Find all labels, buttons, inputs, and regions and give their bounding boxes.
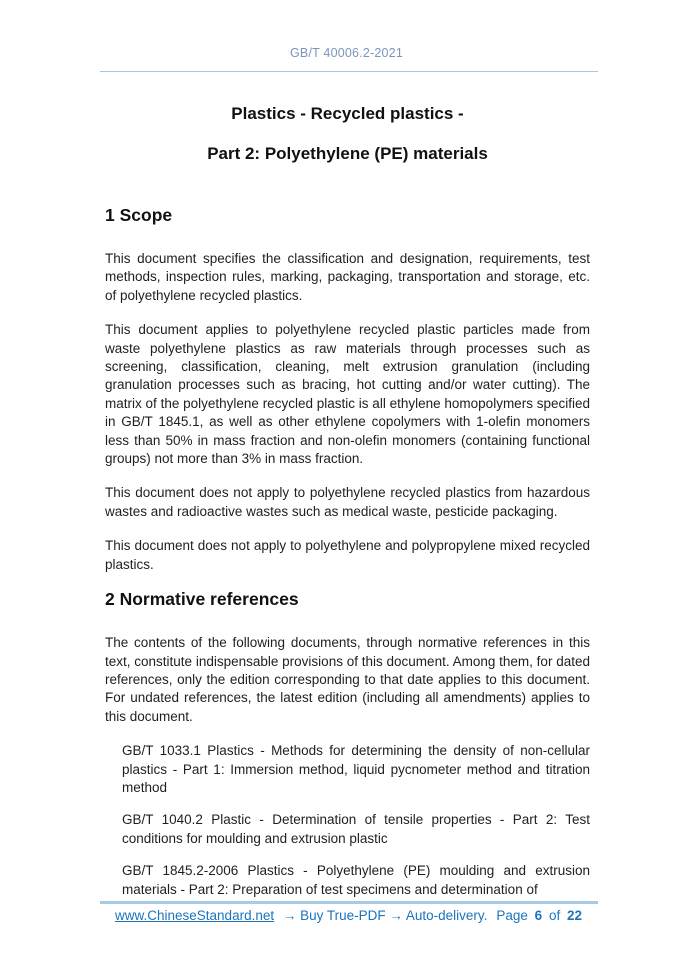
footer-left — [115, 908, 487, 923]
document-title — [105, 105, 590, 162]
document-number: GB/T 40006.2-2021 — [290, 46, 403, 60]
document-content — [105, 95, 590, 913]
page-current: 6 — [534, 908, 543, 923]
paragraph: This document does not apply to polyethylene and polypropylene mixed recycled plastics. — [105, 538, 590, 572]
section-normative-references — [105, 590, 590, 899]
reference-item: GB/T 1033.1 Plastics - Methods for determining the density of non-cellular plastics - Part 1: Immersion method, liquid pycnometer method and titration method — [122, 743, 590, 795]
paragraph: This document does not apply to polyethylene recycled plastics from hazardous wastes and radioactive wastes such as medical waste, pesticide packaging. — [105, 485, 590, 519]
page-total: 22 — [566, 908, 582, 923]
title-line-2: Part 2: Polyethylene (PE) materials — [207, 144, 488, 163]
page-footer — [100, 901, 598, 923]
of-label: of — [548, 908, 561, 923]
section-heading-scope: 1 Scope — [105, 205, 173, 225]
reference-item: GB/T 1845.2-2006 Plastics - Polyethylene (PE) moulding and extrusion materials - Part 2: Preparation of test specimens and determination of — [122, 863, 590, 897]
footer-tagline: → Buy True-PDF → Auto-delivery. — [282, 908, 488, 923]
page-indicator — [496, 908, 582, 923]
paragraph: This document specifies the classification and designation, requirements, test methods, inspection rules, marking, packaging, transportation and storage, etc. of polyethylene recycled plastics. — [105, 251, 590, 303]
section-heading-normative-references: 2 Normative references — [105, 589, 299, 610]
footer-row — [100, 904, 598, 923]
title-line-1: Plastics - Recycled plastics - — [231, 104, 464, 123]
paragraph: The contents of the following documents, through normative references in this text, constitute indispensable provisions of this document. Among them, for dated references, only the edition corresponding to that date applies to this document. For undated references, the latest edition (including all amendments) applies to this document. — [105, 635, 590, 724]
section-scope — [105, 206, 590, 574]
reference-item: GB/T 1040.2 Plastic - Determination of tensile properties - Part 2: Test conditions for moulding and extrusion plastic — [122, 812, 590, 846]
website-link[interactable]: www.ChineseStandard.net — [115, 908, 275, 923]
header-divider — [100, 71, 598, 72]
page-label: Page — [496, 908, 528, 923]
paragraph: This document applies to polyethylene recycled plastic particles made from waste polyethylene plastics as raw materials through processes such as screening, classification, cleaning, melt extrusion granulation (including granulation processes such as bracing, hot cutting and/or water cutting). The matrix of the polyethylene recycled plastic is all ethylene homopolymers specified in GB/T 1845.1, as well as other ethylene copolymers with 1-olefin monomers less than 50% in mass fraction and non-olefin monomers (containing functional groups) not more than 3% in mass fraction. — [105, 322, 590, 467]
